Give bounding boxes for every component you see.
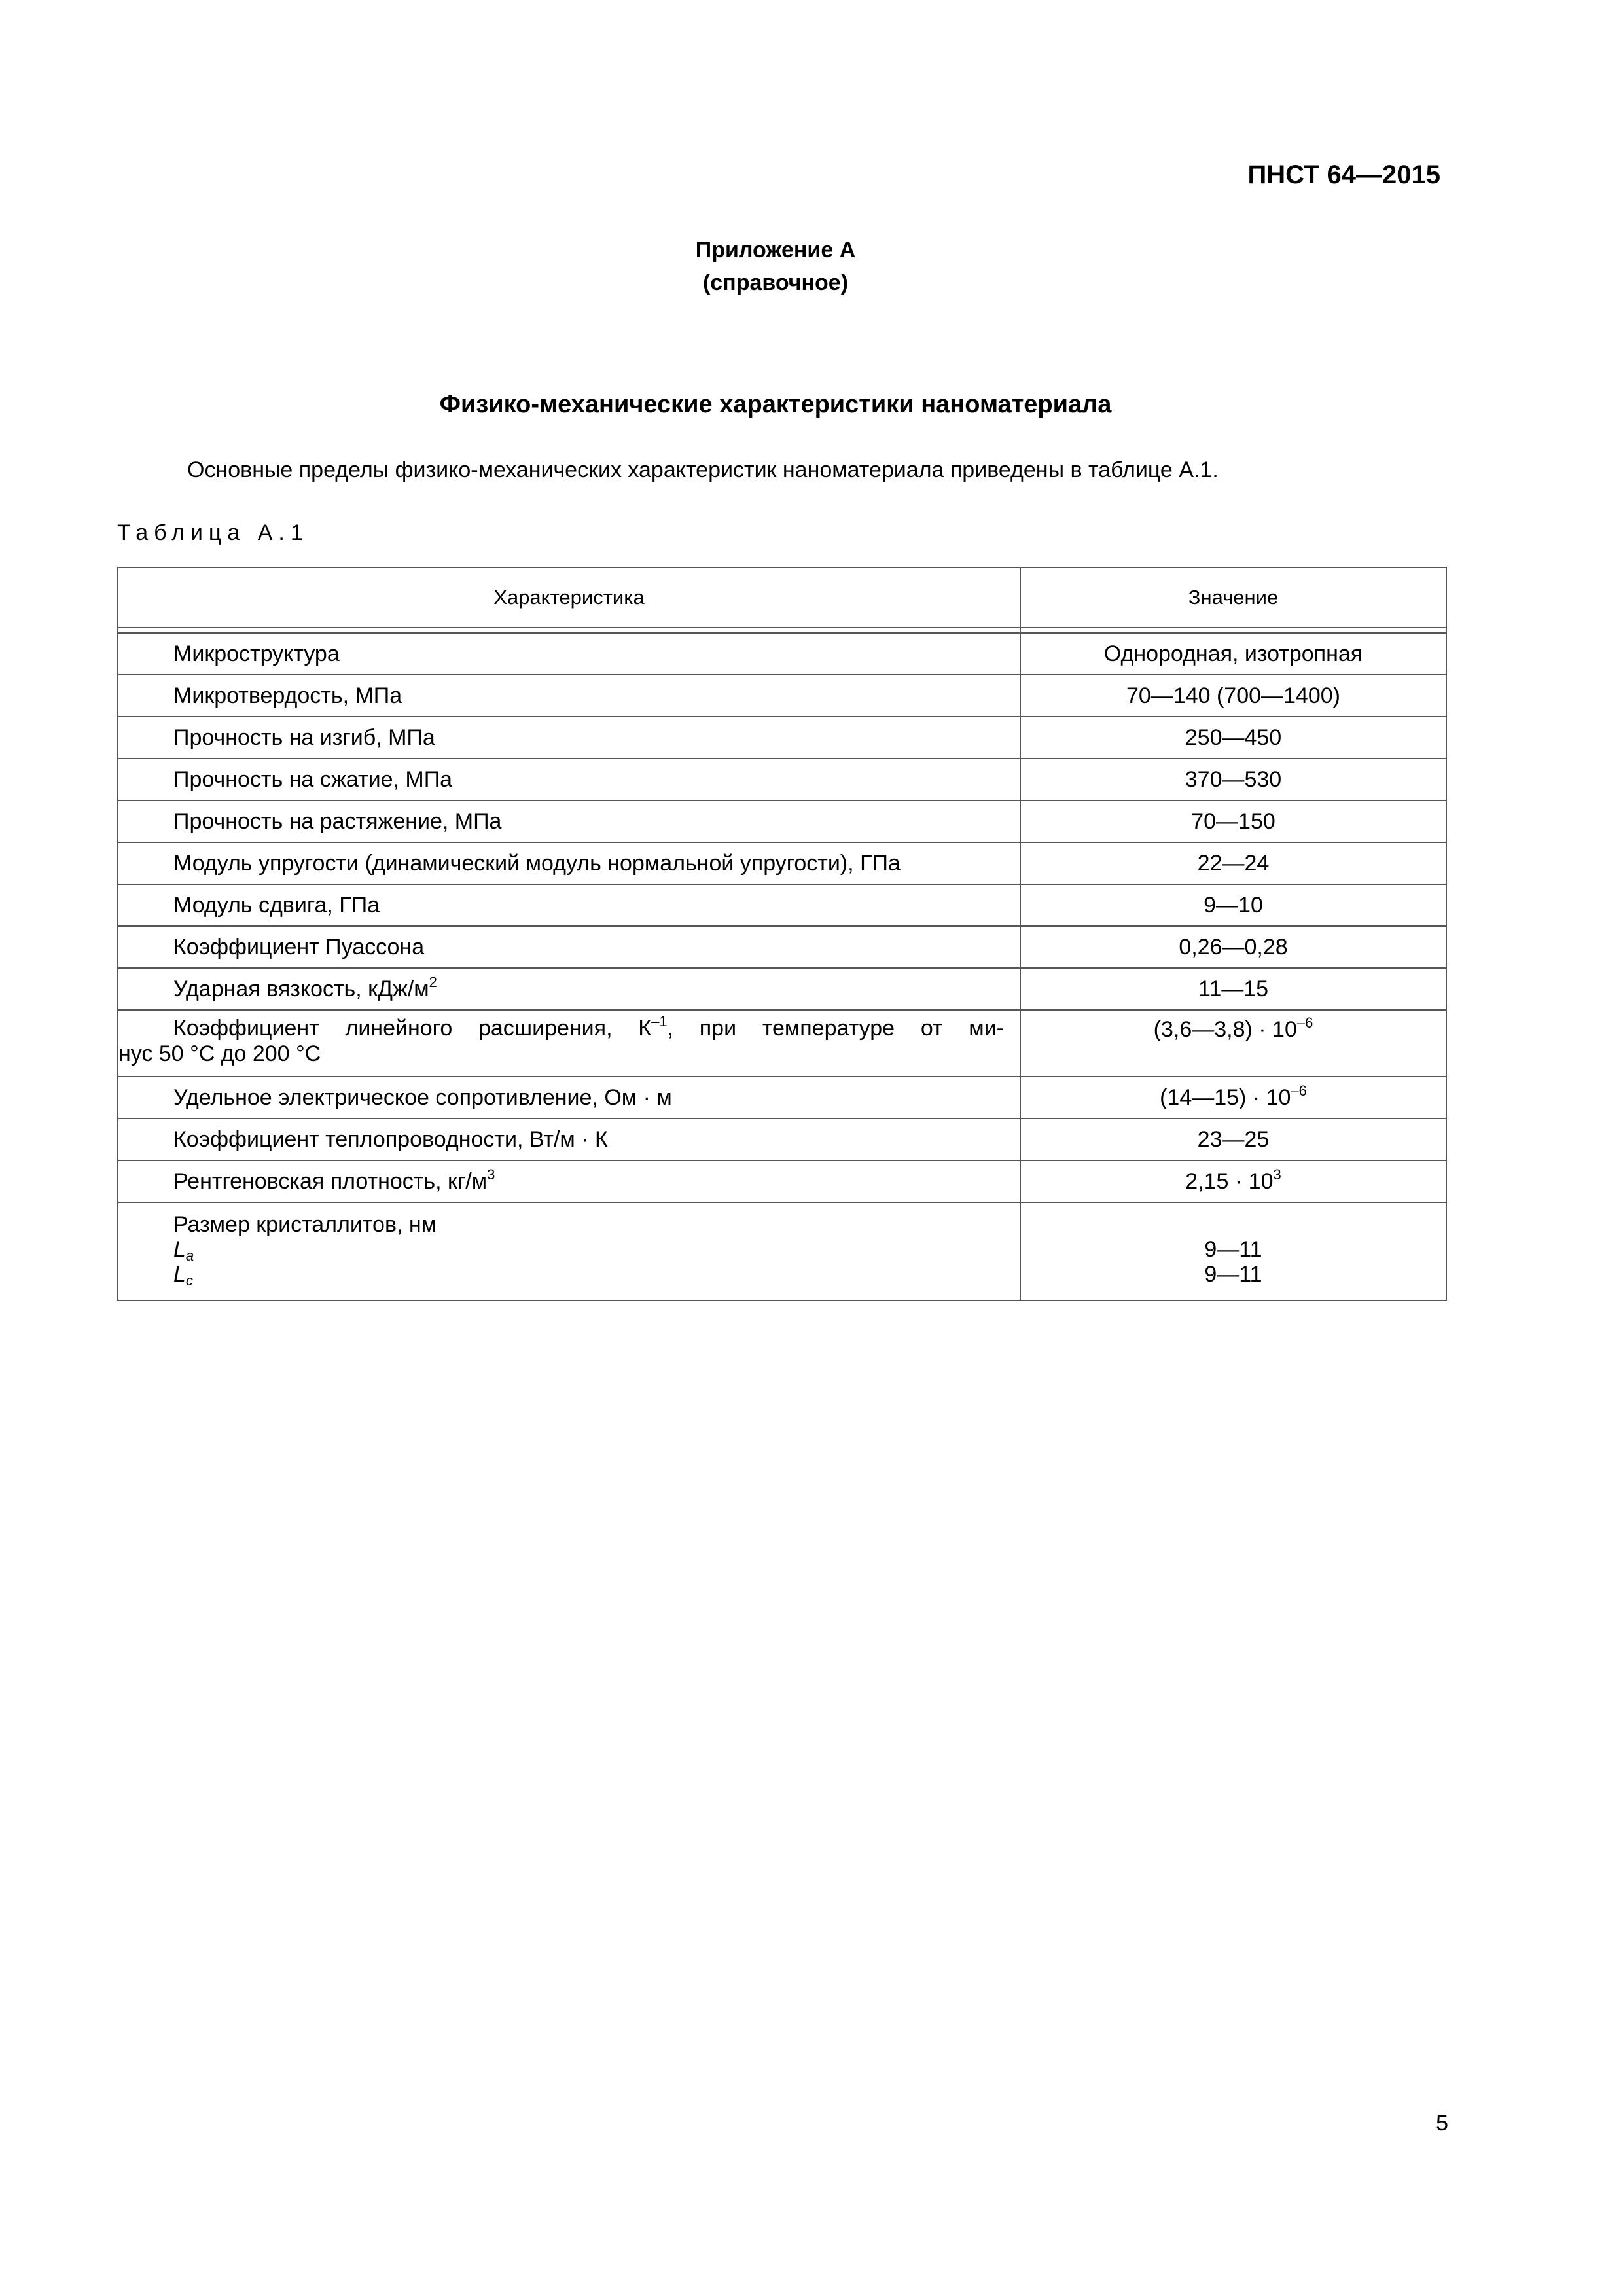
- row-value: 370—530: [1020, 759, 1446, 800]
- table-label: Таблица А.1: [117, 520, 309, 545]
- row-name: Микротвердость, МПа: [118, 675, 1020, 717]
- row-name: Коэффициент линейного расширения, $К^{-1}$, при температуре от ми- нус 50 °С до 200 °С: [118, 1010, 1020, 1077]
- row-value: (3,6—3,8) · $10^{-6}$: [1020, 1010, 1446, 1077]
- header-separator: [118, 628, 1446, 633]
- table-row: [118, 842, 1446, 884]
- row-value: 23—25: [1020, 1119, 1446, 1160]
- characteristics-table: [117, 567, 1447, 1301]
- row-value: 250—450: [1020, 717, 1446, 759]
- row-value: $2,15 \cdot 10^3$: [1020, 1160, 1446, 1202]
- row-name: Модуль упругости (динамический модуль нормальной упругости), ГПа: [118, 842, 1020, 884]
- column-header-value: Значение: [1020, 567, 1446, 628]
- appendix-type: (справочное): [702, 270, 849, 295]
- row-name: Размер кристаллитов, нм $L_a$ $L_c$: [118, 1202, 1020, 1300]
- table-row: [118, 1010, 1446, 1077]
- row-name: Рентгеновская плотность, $кг/м^3$: [118, 1160, 1020, 1202]
- section-title: Физико-механические характеристики наноматериала: [439, 391, 1112, 418]
- appendix-heading: [0, 234, 1551, 299]
- table-row: [118, 717, 1446, 759]
- document-code: ПНСТ 64—2015: [1247, 160, 1440, 189]
- appendix-title: Приложение А: [695, 238, 856, 262]
- table-row: [118, 1202, 1446, 1300]
- table-row: [118, 1119, 1446, 1160]
- table-row: [118, 926, 1446, 968]
- row-value: 11—15: [1020, 968, 1446, 1010]
- page-number: 5: [1436, 2111, 1448, 2136]
- intro-paragraph: Основные пределы физико-механических характеристик наноматериала приведены в таблице А.1.: [187, 457, 1219, 482]
- row-value: Однородная, изотропная: [1020, 633, 1446, 675]
- row-value: 70—140 (700—1400): [1020, 675, 1446, 717]
- row-name: Удельное электрическое сопротивление, Ом · м: [118, 1077, 1020, 1119]
- table-row: [118, 633, 1446, 675]
- table-row: [118, 1077, 1446, 1119]
- column-header-characteristic: Характеристика: [118, 567, 1020, 628]
- row-value: 9—11 9—11: [1020, 1202, 1446, 1300]
- table-row: [118, 968, 1446, 1010]
- row-name: Ударная вязкость, кДж/$м^2$: [118, 968, 1020, 1010]
- row-value: 70—150: [1020, 800, 1446, 842]
- table-row: [118, 884, 1446, 926]
- table-row: [118, 800, 1446, 842]
- row-value: 22—24: [1020, 842, 1446, 884]
- row-name: Модуль сдвига, ГПа: [118, 884, 1020, 926]
- table-row: [118, 759, 1446, 800]
- row-value: 9—10: [1020, 884, 1446, 926]
- row-value: (14—15) · $10^{-6}$: [1020, 1077, 1446, 1119]
- row-name: Коэффициент Пуассона: [118, 926, 1020, 968]
- table-header-row: [118, 567, 1446, 628]
- table-row: [118, 675, 1446, 717]
- table-row: [118, 1160, 1446, 1202]
- row-name: Прочность на растяжение, МПа: [118, 800, 1020, 842]
- row-name: Прочность на сжатие, МПа: [118, 759, 1020, 800]
- row-name: Микроструктура: [118, 633, 1020, 675]
- row-value: 0,26—0,28: [1020, 926, 1446, 968]
- row-name: Коэффициент теплопроводности, Вт/м · К: [118, 1119, 1020, 1160]
- row-name: Прочность на изгиб, МПа: [118, 717, 1020, 759]
